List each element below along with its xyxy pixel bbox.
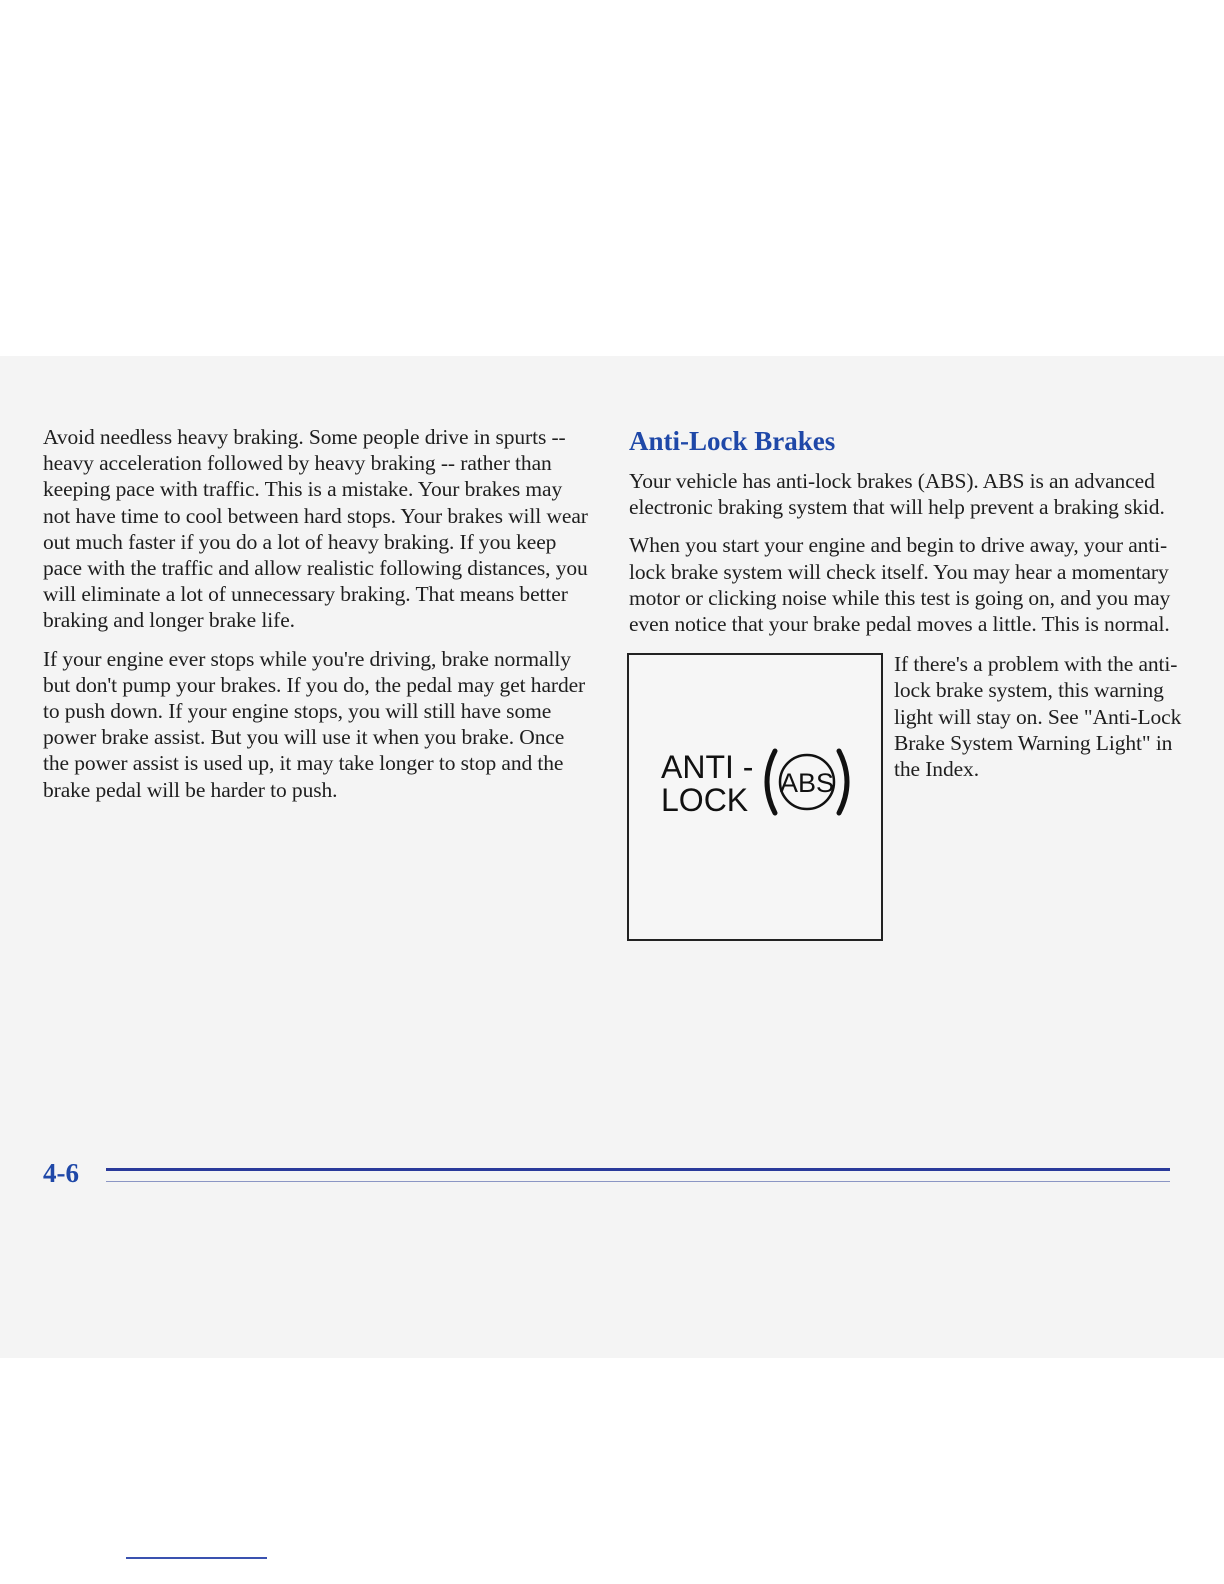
abs-warning-icon	[757, 743, 857, 821]
section-heading: Anti-Lock Brakes	[629, 426, 836, 456]
right-column	[629, 424, 1189, 943]
abs-icon-text: ABS	[779, 768, 835, 799]
indicator-label-line-1: ANTI -	[661, 749, 754, 786]
abs-indicator-illustration	[627, 653, 883, 941]
engine-stop-paragraph: If your engine ever stops while you're driving, brake normally but don't pump your brakes. If you do, the pedal may get harder to push down. If your engine stops, you will still have some power brake assist. But you will use it when you brake. Once the power assist is used up, it may take longer to stop and the brake pedal will be harder to push.	[43, 646, 586, 802]
abs-self-check-paragraph: When you start your engine and begin to drive away, your anti-lock brake system will check itself. You may hear a momentary motor or clicking noise while this test is going on, and you may even notice that your brake pedal moves a little. This is normal.	[629, 533, 1171, 637]
bottom-rule	[126, 1557, 267, 1559]
abs-intro-paragraph: Your vehicle has anti-lock brakes (ABS). ABS is an advanced electronic braking system that will help prevent a braking skid.	[629, 469, 1165, 520]
footer-rule-thin	[106, 1181, 1170, 1182]
footer-rule	[106, 1168, 1170, 1171]
indicator-description: If there's a problem with the anti-lock brake system, this warning light will stay on. See "Anti-Lock Brake System Warning Light" in the Index.	[894, 652, 1182, 782]
page-number: 4-6	[43, 1158, 79, 1188]
indicator-label	[661, 751, 753, 817]
indicator-label-line-2: LOCK	[661, 782, 749, 819]
indicator-row	[629, 653, 1189, 943]
braking-advice-paragraph: Avoid needless heavy braking. Some people drive in spurts -- heavy acceleration followed by heavy braking -- rather than keeping pace with traffic. This is a mistake. Your brakes may not have time to cool between hard stops. Your brakes will wear out much faster if you do a lot of heavy braking. If you keep pace with the traffic and allow realistic following distances, you will eliminate a lot of unnecessary braking. That means better braking and longer brake life.	[43, 425, 588, 633]
left-column	[43, 424, 591, 815]
